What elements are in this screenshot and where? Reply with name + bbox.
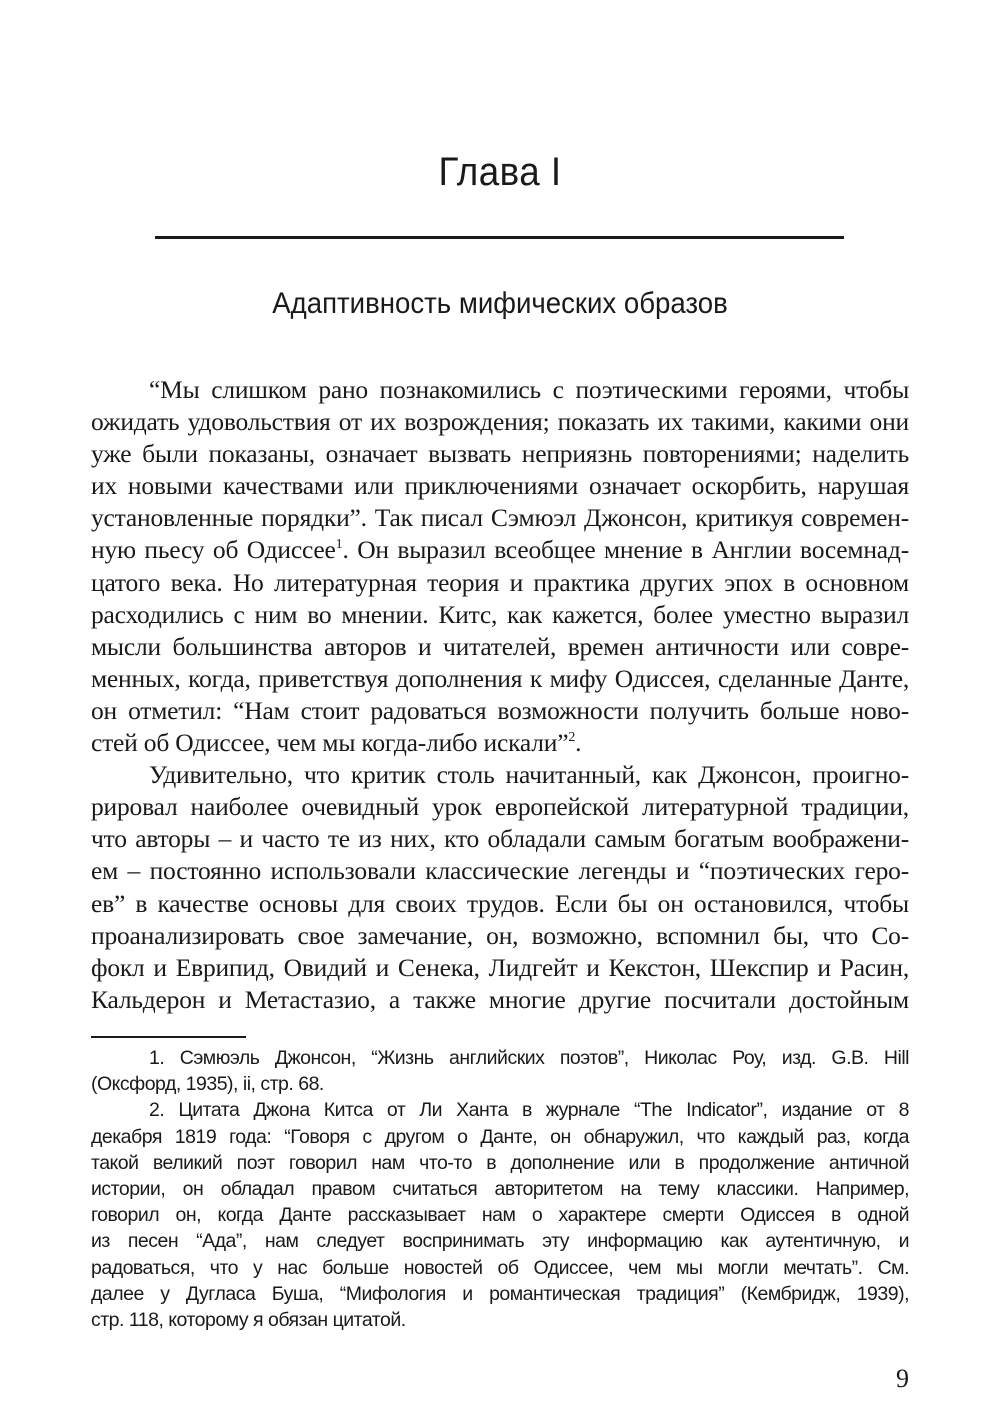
text-fragment: . Он выразил всеобщее мнение в Англии восемнад- (342, 535, 909, 565)
text-line: рировал наиболее очевидный урок европейской литературной традиции, (91, 792, 909, 822)
footnote-line: далее у Дугласа Буша, “Мифология и романтическая традиция” (Кембридж, 1939), (91, 1282, 909, 1305)
title-divider (155, 236, 844, 239)
text-line: их новыми качествами или приключениями означает оскорбить, нарушая (91, 471, 909, 501)
text-fragment: . (575, 728, 582, 758)
text-line: ожидать удовольствия от их возрождения; показать их такими, какими они (91, 407, 909, 437)
footnote-line: декабря 1819 года: “Говоря с другом о Данте, он обнаружил, что каждый раз, когда (91, 1125, 909, 1148)
text-line: что авторы – и часто те из них, кто обладали самым богатым воображени- (91, 824, 909, 854)
footnote-line: (Оксфорд, 1935), ii, стр. 68. (91, 1073, 324, 1096)
text-line: он отметил: “Нам стоит радоваться возможности получить больше ново- (91, 695, 909, 725)
footnote-line: радоваться, что у нас больше новостей об Одиссее, чем мы могли мечтать”. См. (91, 1256, 909, 1279)
text-line: ем – постоянно использовали классические легенды и “поэтических геро- (91, 856, 909, 886)
footnote-line: говорил он, когда Данте рассказывает нам о характере смерти Одиссея в одной (91, 1204, 909, 1227)
page-number: 9 (896, 1364, 909, 1393)
footnote-line: истории, он обладал правом считаться авторитетом на тему классики. Например, (91, 1178, 909, 1201)
text-line (91, 534, 909, 566)
text-line: фокл и Еврипид, Овидий и Сенека, Лидгейт и Кекстон, Шекспир и Расин, (91, 952, 909, 982)
paragraph-1 (91, 374, 909, 759)
text-line: расходились с ним во мнении. Китс, как кажется, более уместно выразил (91, 599, 909, 629)
text-fragment: ную пьесу об Одиссее (91, 535, 336, 565)
footnote-line: из песен “Ада”, нам следует воспринимать эту информацию как аутентичную, и (91, 1230, 909, 1253)
footnote-line: стр. 118, которому я обязан цитатой. (91, 1309, 406, 1332)
body-text (91, 374, 909, 1016)
text-line: установленные порядки”. Так писал Сэмюэл Джонсон, критикуя современ- (91, 503, 909, 533)
paragraph-2 (91, 759, 909, 1016)
text-line: уже были показаны, означает вызвать неприязнь повторениями; наделить (91, 439, 909, 469)
text-fragment: стей об Одиссее, чем мы когда-либо искали” (91, 728, 569, 758)
text-line: Удивительно, что критик столь начитанный, как Джонсон, проигно- (149, 760, 909, 790)
footnote-2 (91, 1097, 909, 1333)
footnote-divider (91, 1036, 246, 1038)
text-line: цатого века. Но литературная теория и практика других эпох в основном (91, 567, 909, 597)
text-line: мысли большинства авторов и читателей, времен античности или совре- (91, 631, 909, 661)
text-line: Кальдерон и Метастазио, а также многие другие посчитали достойным (91, 984, 909, 1014)
text-line: “Мы слишком рано познакомились с поэтическими героями, чтобы (149, 375, 909, 404)
section-title: Адаптивность мифических образов (272, 287, 728, 320)
text-line: ев” в качестве основы для своих трудов. Если бы он остановился, чтобы (91, 888, 909, 918)
footnote-1 (91, 1045, 909, 1097)
chapter-title: Глава I (438, 150, 562, 194)
text-line (91, 727, 909, 759)
footnote-ref-1[interactable]: 1 (335, 537, 343, 553)
footnote-line: 2. Цитата Джона Китса от Ли Ханта в журнале “The Indicator”, издание от 8 (149, 1099, 909, 1122)
footnote-ref-2[interactable]: 2 (568, 730, 576, 746)
footnote-line: 1. Сэмюэль Джонсон, “Жизнь английских поэтов”, Николас Роу, изд. G.B. Hill (149, 1047, 909, 1069)
text-line: менных, когда, приветствуя дополнения к мифу Одиссея, сделанные Данте, (91, 663, 909, 693)
text-line: проанализировать свое замечание, он, возможно, вспомнил бы, что Со- (91, 920, 909, 950)
footnotes (91, 1045, 909, 1333)
footnote-line: такой великий поэт говорил нам что-то в дополнение или в продолжение античной (91, 1151, 909, 1174)
